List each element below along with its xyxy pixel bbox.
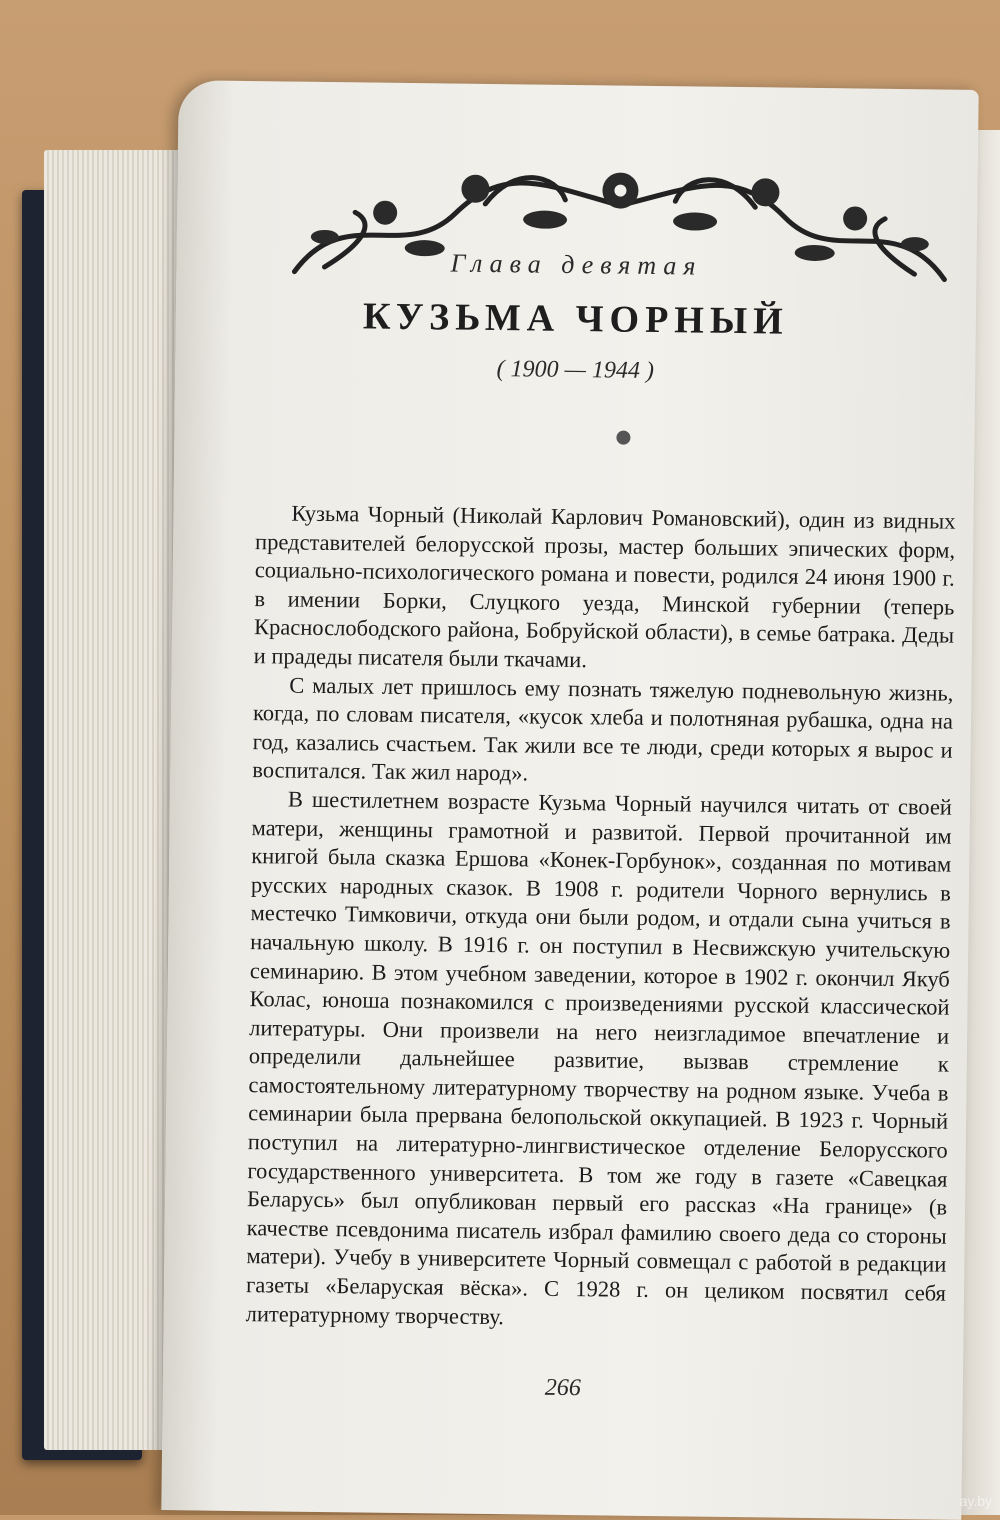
paragraph: С малых лет пришлось ему познать тяжелую подневольную жизнь, когда, по словам писателя, «кусок хлеба и полотняная рубашка, одна на год, казались счастьем. Так жили все те люди, среди которых я вырос и воспитался. Так жил народ».: [252, 672, 954, 786]
bullet-dot-icon: [616, 431, 630, 445]
watermark: ay.by: [959, 1493, 992, 1509]
chapter-title: КУЗЬМА ЧОРНЫЙ: [362, 295, 789, 343]
chapter-years: ( 1900 — 1944 ): [496, 356, 655, 384]
paragraph: В шестилетнем возрасте Кузьма Чорный научился читать от своей матери, женщины грамотной и развитой. Первой прочитанной им книгой была сказка Ершова «Конек-Горбунок», созданная по мотивам русских народных сказок. В 1908 г. родители Чорного вернулись в местечко Тимковичи, откуда они были родом, и отдали сына учиться в начальную школу. В 1916 г. он поступил в Несвижскую учительскую семинарию. В этом учебном заведении, которое в 1902 г. окончил Якуб Колас, юноша познакомился с произведениями русской классической литературы. Они произвели на него неизгладимое впечатление и определили дальнейшее развитие, вызвав стремление к самостоятельному литературному творчеству на родном языке. Учеба в семинарии была прервана белопольской оккупацией. В 1923 г. Чорный поступил на литературно-лингвистическое отделение Белорусского государственного университета. В том же году в газете «Савецкая Беларусь» был опубликован первый его рассказ «На границе» (в качестве псевдонима писатель избрал фамилию своего деда со стороны матери). Учебу в университете Чорный совмещал с работой в редакции газеты «Беларуская вёска». С 1928 г. он целиком посвятил себя литературному творчеству.: [245, 786, 953, 1329]
chapter-label: Глава девятая: [450, 248, 703, 281]
paragraph: Кузьма Чорный (Николай Карлович Романовский), один из видных представителей белорусской прозы, мастер больших эпических форм, социально-психологического романа и повести, родился 24 июня 1900 г. в имении Борки, Слуцкого уезда, Минской губернии (теперь Краснослободского района, Бобруйской области), в семье батрака. Деды и прадеды писателя были ткачами.: [253, 500, 956, 673]
body-text: [246, 499, 956, 1337]
book-page: [161, 80, 978, 1520]
page-number: 266: [544, 1374, 581, 1402]
